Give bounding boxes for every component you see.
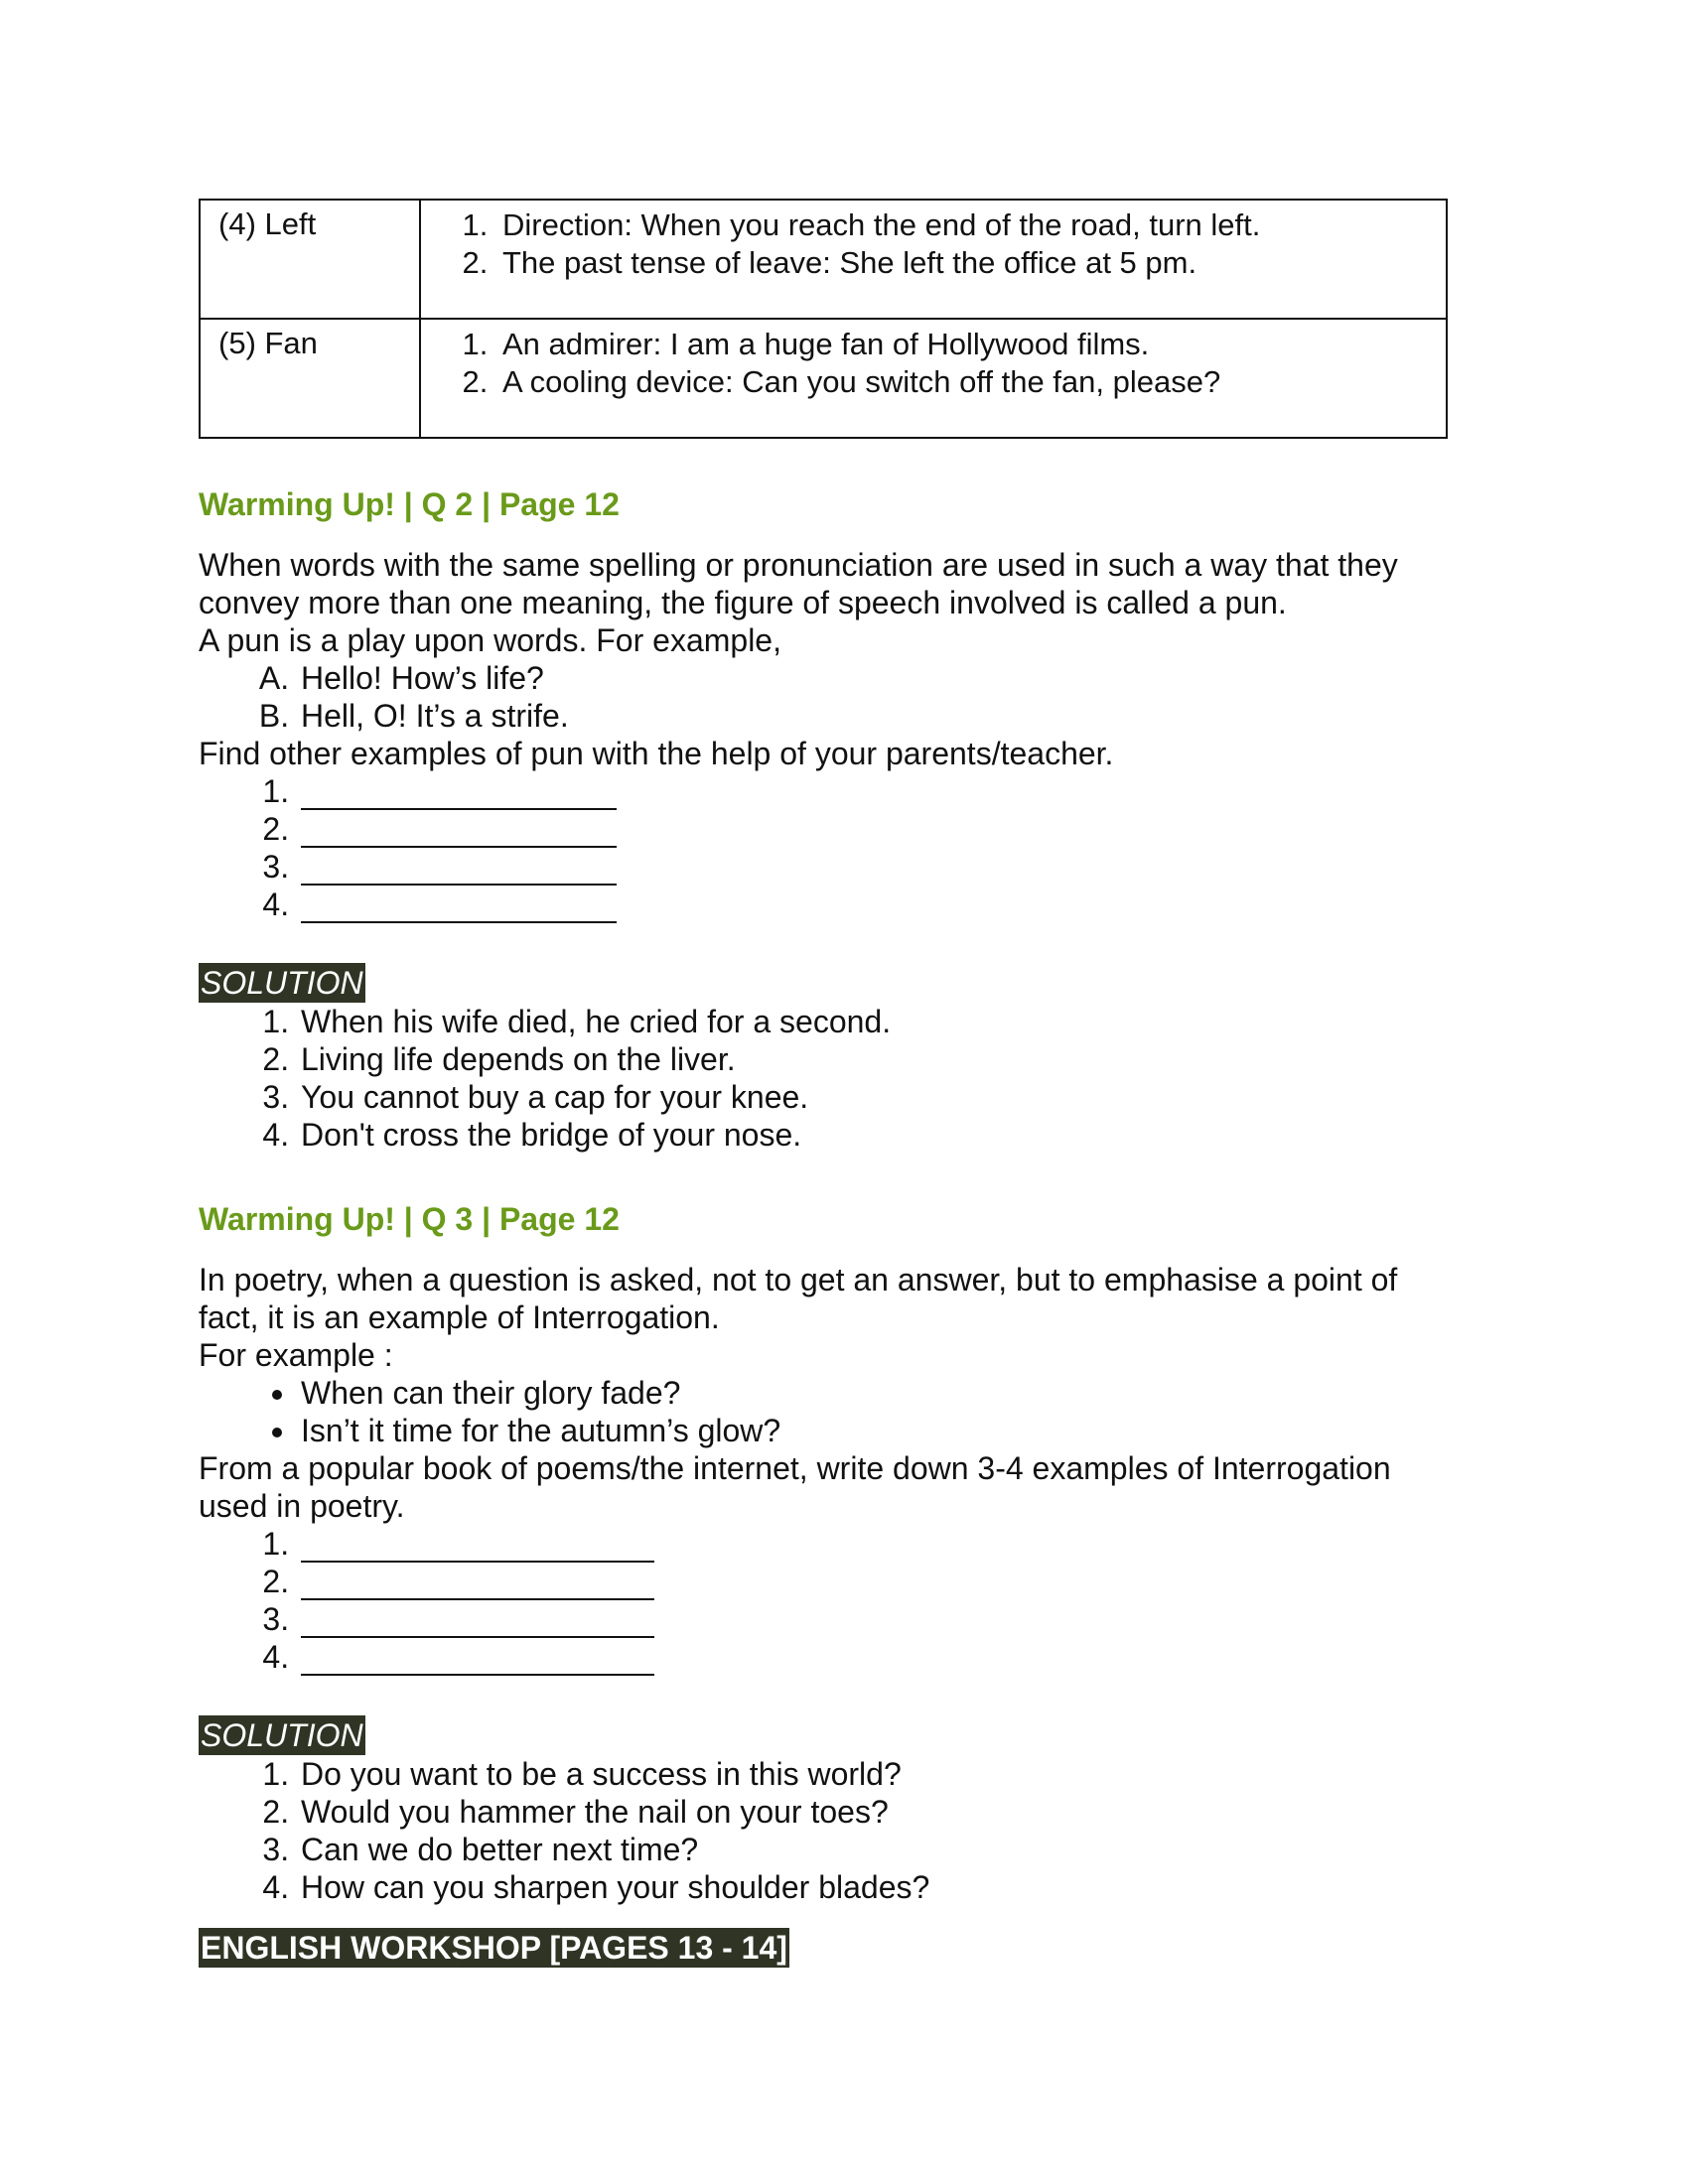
solution-label: SOLUTION: [201, 965, 363, 1001]
section-banner: ENGLISH WORKSHOP [PAGES 13 - 14]: [201, 1930, 787, 1966]
solution-label: SOLUTION: [201, 1717, 363, 1753]
blank-line-item: [298, 772, 1450, 810]
paragraph: Find other examples of pun with the help of your parents/teacher.: [199, 736, 1114, 771]
document-page: [199, 199, 1450, 1968]
paragraph: A pun is a play upon words. For example,: [199, 622, 781, 658]
blank-answer-list: [199, 772, 1450, 923]
blank-line: [301, 854, 617, 886]
list-item: 3. You cannot buy a cap for your knee.: [298, 1078, 1450, 1116]
word-meaning-table: [199, 199, 1448, 439]
list-item: 1. When his wife died, he cried for a second.: [298, 1003, 1450, 1040]
blank-answer-list: [199, 1525, 1450, 1676]
list-item: 4. Don't cross the bridge of your nose.: [298, 1116, 1450, 1154]
list-item: 2. Living life depends on the liver.: [298, 1040, 1450, 1078]
blank-line-item: [298, 848, 1450, 886]
table-word-cell: (5) Fan: [200, 319, 420, 438]
blank-line: [301, 1644, 654, 1676]
meaning-item: 1. An admirer: I am a huge fan of Hollywood films.: [496, 326, 1428, 363]
meaning-item: 2. A cooling device: Can you switch off the fan, please?: [496, 363, 1428, 401]
paragraph: In poetry, when a question is asked, not to get an answer, but to emphasise a point of fact, it is an example of Interrogation.: [199, 1262, 1398, 1335]
solution-list: [199, 1755, 1450, 1906]
paragraph: When words with the same spelling or pronunciation are used in such a way that they convey more than one meaning, the figure of speech involved is called a pun.: [199, 547, 1398, 620]
blank-line-item: [298, 1638, 1450, 1676]
blank-line: [301, 778, 617, 810]
list-item: 1. Do you want to be a success in this world?: [298, 1755, 1450, 1793]
paragraph: For example :: [199, 1337, 393, 1373]
blank-line-item: [298, 1600, 1450, 1638]
blank-line: [301, 1531, 654, 1563]
blank-line: [301, 1606, 654, 1638]
blank-line-item: [298, 886, 1450, 923]
table-row: [200, 319, 1447, 438]
table-row: [200, 200, 1447, 319]
table-meaning-cell: [420, 200, 1447, 319]
example-list: [199, 659, 1450, 735]
list-item: 3. Can we do better next time?: [298, 1831, 1450, 1868]
blank-line: [301, 816, 617, 848]
example-list: [199, 1374, 1450, 1449]
list-item: 2. Would you hammer the nail on your toes?: [298, 1793, 1450, 1831]
blank-line-item: [298, 1563, 1450, 1600]
meaning-item: 2. The past tense of leave: She left the office at 5 pm.: [496, 244, 1428, 282]
table-word-cell: (4) Left: [200, 200, 420, 319]
blank-line-item: [298, 810, 1450, 848]
section-heading: Warming Up! | Q 3 | Page 12: [199, 1201, 620, 1237]
blank-line: [301, 891, 617, 923]
section-heading: Warming Up! | Q 2 | Page 12: [199, 486, 620, 522]
paragraph: From a popular book of poems/the internet, write down 3-4 examples of Interrogation used in poetry.: [199, 1450, 1391, 1524]
list-item: 4. How can you sharpen your shoulder blades?: [298, 1868, 1450, 1906]
list-item: B. Hell, O! It’s a strife.: [298, 697, 1450, 735]
list-item: A. Hello! How’s life?: [298, 659, 1450, 697]
meaning-item: 1. Direction: When you reach the end of the road, turn left.: [496, 206, 1428, 244]
blank-line: [301, 1569, 654, 1600]
list-item: • When can their glory fade?: [298, 1374, 1450, 1412]
table-meaning-cell: [420, 319, 1447, 438]
list-item: • Isn’t it time for the autumn’s glow?: [298, 1412, 1450, 1449]
solution-list: [199, 1003, 1450, 1154]
blank-line-item: [298, 1525, 1450, 1563]
